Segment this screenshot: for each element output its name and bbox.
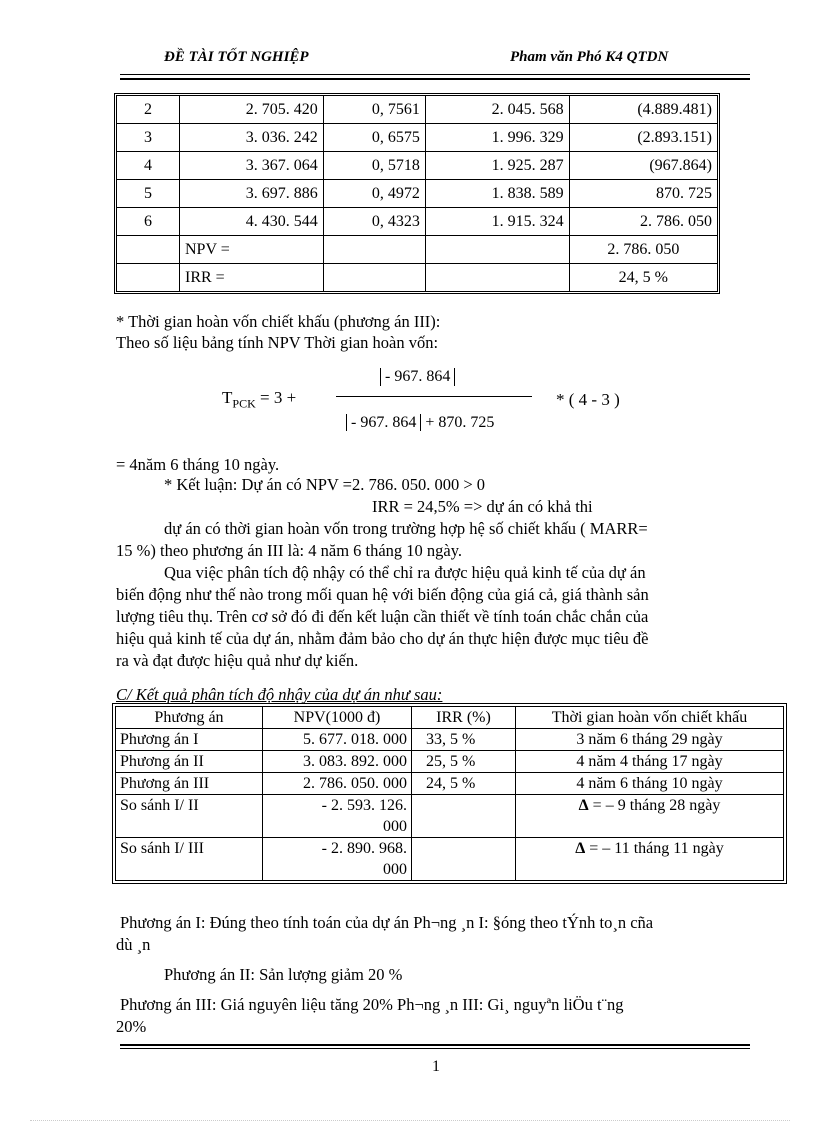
section-intro: Theo số liệu bảng tính NPV Thời gian hoàn vốn: — [116, 333, 439, 352]
section-heading: * Thời gian hoàn vốn chiết khấu (phương án III): — [116, 312, 441, 331]
compare-delta — [516, 838, 784, 881]
npv-value: 2. 786. 050 — [569, 236, 717, 264]
compare-row — [116, 795, 784, 838]
summary-cell: 3. 083. 892. 000 — [263, 751, 412, 773]
conclusion: * Kết luận: Dự án có NPV =2. 786. 050. 000 > 0 — [164, 475, 486, 494]
npv-cell: 0, 5718 — [323, 152, 425, 180]
npv-cell: 0, 4323 — [323, 208, 425, 236]
npv-cell: 3. 036. 242 — [180, 124, 324, 152]
npv-cell: 1. 838. 589 — [425, 180, 569, 208]
summary-row — [116, 751, 784, 773]
npv-cell: (2.893.151) — [569, 124, 717, 152]
header-author: Pham văn Phó K4 QTDN — [510, 49, 669, 65]
npv-cell: 3. 367. 064 — [180, 152, 324, 180]
npv-table-row — [117, 96, 718, 124]
irr-row — [117, 264, 718, 292]
formula-eq: = 3 + — [259, 388, 297, 407]
npv-cell: 2. 705. 420 — [180, 96, 324, 124]
summary-table — [115, 706, 784, 881]
compare-delta-text: = – 9 tháng 28 ngày — [592, 797, 721, 814]
npv-cell: 4. 430. 544 — [180, 208, 324, 236]
summary-cell: 33, 5 % — [412, 729, 516, 751]
col-header: NPV(1000 đ) — [263, 707, 412, 729]
compare-label: So sánh I/ III — [116, 838, 263, 881]
page-edge — [30, 1120, 790, 1121]
formula-numerator: - 967. 864 — [380, 368, 455, 386]
npv-cell: 1. 915. 324 — [425, 208, 569, 236]
npv-table-row — [117, 208, 718, 236]
irr-conclusion: IRR = 24,5% => dự án có khả thi — [372, 497, 593, 516]
npv-table-row — [117, 180, 718, 208]
npv-table-row — [117, 124, 718, 152]
note-3-cont: 20% — [116, 1017, 147, 1036]
col-header: Thời gian hoàn vốn chiết khấu — [516, 707, 784, 729]
compare-delta — [516, 795, 784, 838]
npv-cell: 4 — [117, 152, 180, 180]
para-line: lượng tiêu thụ. Trên cơ sở đó đi đến kết luận cần thiết về tính toán chắc chắn của — [116, 607, 649, 626]
fraction-bar — [336, 396, 532, 397]
formula-tail: * ( 4 - 3 ) — [556, 390, 620, 409]
npv-cell: 1. 996. 329 — [425, 124, 569, 152]
npv-cell: 1. 925. 287 — [425, 152, 569, 180]
result-eq: = 4năm 6 tháng 10 ngày. — [116, 455, 280, 474]
summary-cell: 2. 786. 050. 000 — [263, 773, 412, 795]
den-b: + 870. 725 — [425, 414, 495, 431]
footer-rule — [120, 1044, 750, 1046]
col-header: Phương án — [116, 707, 263, 729]
npv-cell: 3 — [117, 124, 180, 152]
para-line: hiệu quả kinh tế của dự án, nhằm đảm bảo cho dự án thực hiện được mục tiêu đề — [116, 629, 649, 648]
npv-table — [116, 95, 718, 292]
header-rule — [120, 74, 750, 75]
npv-table-row — [117, 152, 718, 180]
summary-row — [116, 773, 784, 795]
irr-label: IRR = — [180, 264, 324, 292]
para-line: 15 %) theo phương án III là: 4 năm 6 tháng 10 ngày. — [116, 541, 463, 560]
compare-label: So sánh I/ II — [116, 795, 263, 838]
note-2: Phương án II: Sản lượng giảm 20 % — [164, 965, 403, 984]
summary-cell: Phương án II — [116, 751, 263, 773]
footer-rule-thin — [120, 1048, 750, 1049]
para-line: Qua việc phân tích độ nhậy có thể chỉ ra được hiệu quả kinh tế của dự án — [164, 563, 646, 582]
summary-cell: 5. 677. 018. 000 — [263, 729, 412, 751]
summary-cell: Phương án III — [116, 773, 263, 795]
delta-icon: Δ — [578, 797, 589, 814]
compare-npv — [263, 795, 412, 838]
npv-cell: 0, 7561 — [323, 96, 425, 124]
note-3: Phương án III: Giá nguyên liệu tăng 20% Ph¬ng ¸n III: Gi¸ nguyªn liÖu t¨ng — [120, 995, 624, 1014]
compare-npv-1: - 2. 593. 126. — [321, 797, 407, 814]
compare-npv-2: 000 — [383, 818, 407, 835]
den-a: - 967. 864 — [346, 414, 421, 431]
summary-cell: 4 năm 6 tháng 10 ngày — [516, 773, 784, 795]
npv-cell: 2 — [117, 96, 180, 124]
page-number: 1 — [432, 1058, 440, 1075]
summary-cell: 25, 5 % — [412, 751, 516, 773]
para-line: dự án có thời gian hoàn vốn trong trường hợp hệ số chiết khấu ( MARR= — [164, 519, 648, 538]
formula-sub: PCK — [232, 396, 256, 411]
header-title: ĐỀ TÀI TỐT NGHIỆP — [164, 49, 309, 65]
compare-row — [116, 838, 784, 881]
header-rule-thick — [120, 78, 750, 80]
npv-label: NPV = — [180, 236, 324, 264]
col-header: IRR (%) — [412, 707, 516, 729]
npv-cell: (4.889.481) — [569, 96, 717, 124]
formula-t: T — [222, 388, 233, 407]
note-1-cont: dù ¸n — [116, 935, 151, 954]
delta-icon: Δ — [575, 840, 586, 857]
summary-title: C/ Kết quả phân tích độ nhậy của dự án như sau: — [116, 685, 443, 704]
summary-cell: 3 năm 6 tháng 29 ngày — [516, 729, 784, 751]
formula-denominator — [346, 414, 494, 432]
summary-header — [116, 707, 784, 729]
formula-lhs — [222, 388, 296, 411]
compare-npv-2: 000 — [383, 861, 407, 878]
para-line: biến động như thế nào trong mối quan hệ với biến động của giá cả, giá thành sản — [116, 585, 649, 604]
irr-value: 24, 5 % — [569, 264, 717, 292]
summary-cell: 24, 5 % — [412, 773, 516, 795]
npv-cell: 0, 4972 — [323, 180, 425, 208]
npv-cell: 0, 6575 — [323, 124, 425, 152]
npv-cell: 6 — [117, 208, 180, 236]
npv-cell: 2. 786. 050 — [569, 208, 717, 236]
npv-row — [117, 236, 718, 264]
npv-cell: (967.864) — [569, 152, 717, 180]
compare-npv — [263, 838, 412, 881]
summary-row — [116, 729, 784, 751]
summary-cell: 4 năm 4 tháng 17 ngày — [516, 751, 784, 773]
npv-cell: 3. 697. 886 — [180, 180, 324, 208]
summary-cell: Phương án I — [116, 729, 263, 751]
npv-cell: 5 — [117, 180, 180, 208]
para-line: ra và đạt được hiệu quả như dự kiến. — [116, 651, 359, 670]
compare-npv-1: - 2. 890. 968. — [321, 840, 407, 857]
note-1: Phương án I: Đúng theo tính toán của dự án Ph¬ng ¸n I: §óng theo tÝnh to¸n cña — [120, 913, 654, 932]
compare-delta-text: = – 11 tháng 11 ngày — [589, 840, 724, 857]
npv-cell: 870. 725 — [569, 180, 717, 208]
npv-cell: 2. 045. 568 — [425, 96, 569, 124]
